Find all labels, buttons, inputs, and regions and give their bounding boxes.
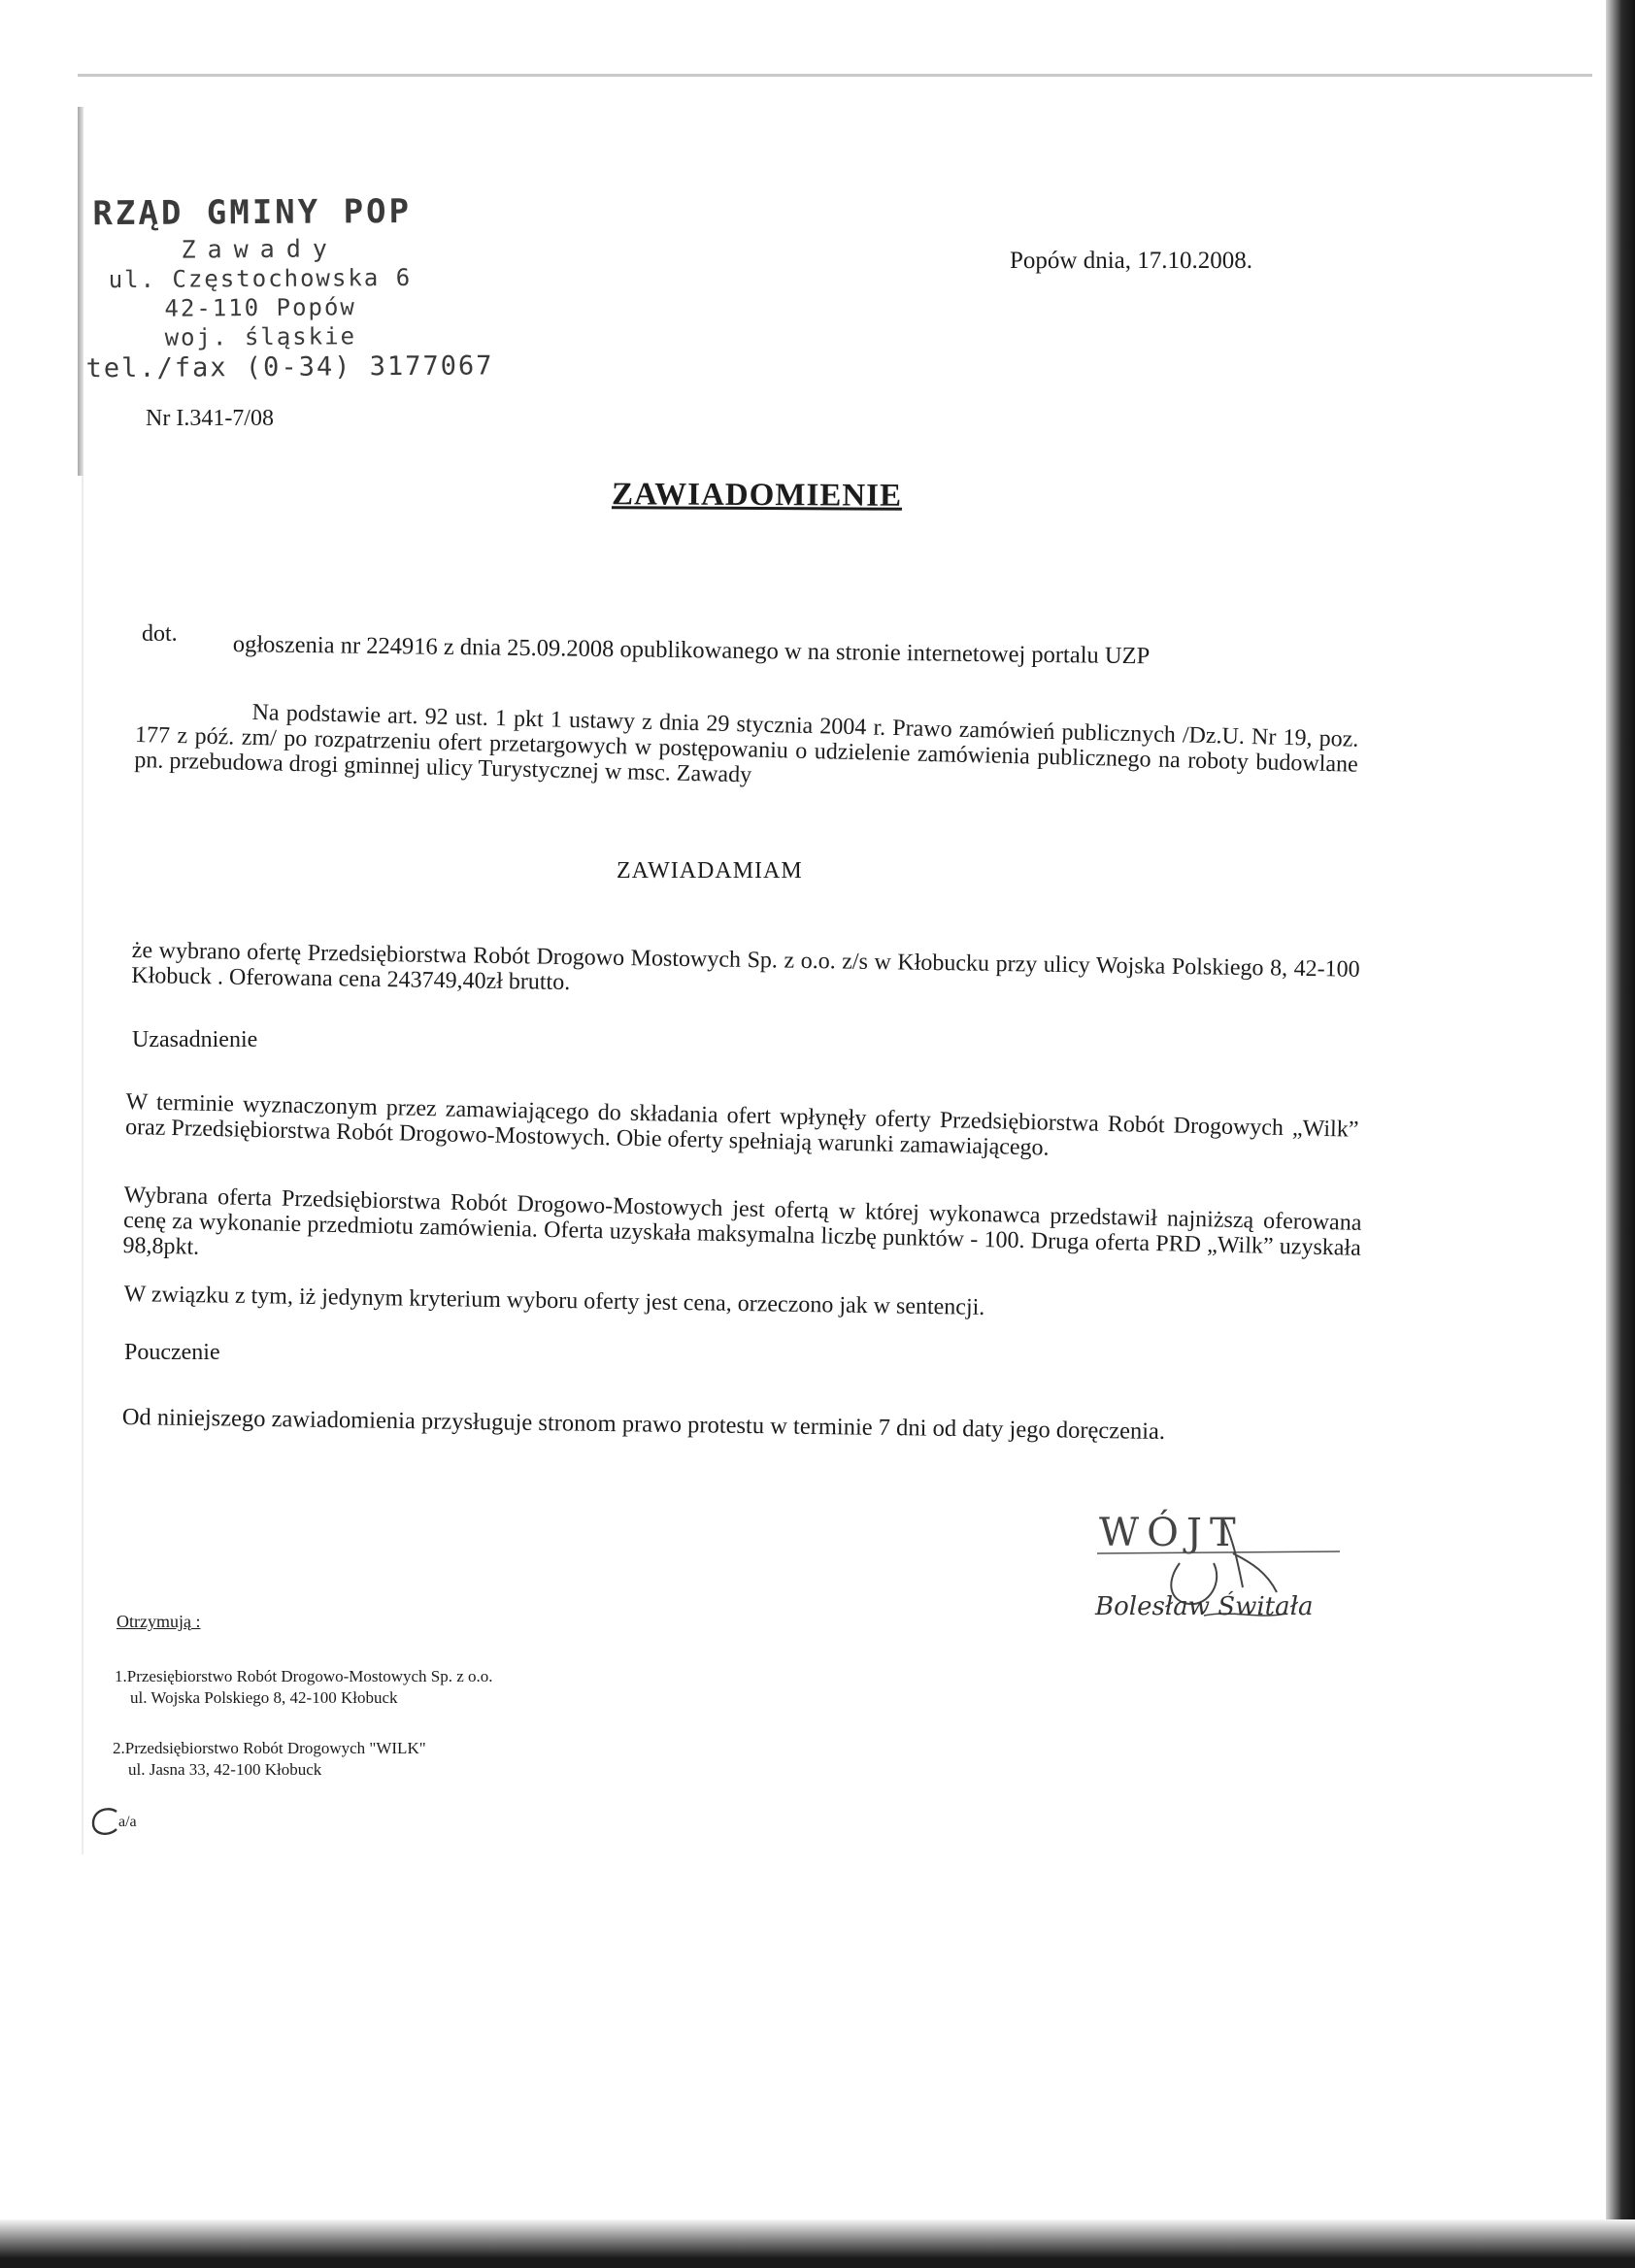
document-title: ZAWIADOMIENIE — [611, 477, 903, 514]
signature-wojt-title: WÓJT — [1099, 1511, 1244, 1555]
stamp-line-postcode: 42-110 Popów — [164, 293, 356, 322]
stamp-line-phone: tel./fax (0-34) 3177067 — [85, 350, 494, 384]
page-left-shadow — [78, 107, 83, 476]
justification-label: Uzasadnienie — [132, 1027, 258, 1052]
stamp-line-street: ul. Częstochowska 6 — [108, 263, 413, 293]
stamp-line-office: RZĄD GMINY POP — [92, 191, 413, 234]
decision-paragraph: że wybrano ofertę Przedsiębiorstwa Robót Drogowo Mostowych Sp. z o.o. z/s w Kłobucku przy ulicy Wojska Polskiego 8, 42-100 Kłobuck . Oferowana cena 243749,40zł brutto. — [131, 938, 1360, 996]
justification-paragraph-2: Wybrana oferta Przedsiębiorstwa Robót Drogowo-Mostowych jest ofertą w której wykonawca przedstawił najniższą oferowana cenę za wykonanie przedmiotu zamówienia. Oferta uzyskała maksymalna liczbę punktów - 100. Druga oferta PRD „Wilk” uzyskała 98,8pkt. — [122, 1183, 1362, 1261]
recipient-1-name: 1.Przesiębiorstwo Robót Drogowo-Mostowych Sp. z o.o. — [115, 1667, 493, 1685]
archive-mark: a/a — [118, 1814, 137, 1830]
reference-number: Nr I.341-7/08 — [146, 406, 274, 431]
recipients-label: Otrzymują : — [117, 1612, 201, 1631]
recipient-2-name: 2.Przedsiębiorstwo Robót Drogowych "WILK" — [113, 1739, 426, 1757]
page-top-edge — [78, 74, 1592, 77]
scan-shadow-bottom — [0, 2219, 1635, 2268]
stamp-line-voivodeship: woj. śląskie — [164, 322, 357, 351]
subject-label: dot. — [142, 621, 178, 647]
stamp-line-village: Zawady — [181, 233, 339, 264]
legal-basis-paragraph: Na podstawie art. 92 ust. 1 pkt 1 ustawy z dnia 29 stycznia 2004 r. Prawo zamówień publicznych /Dz.U. Nr 19, poz. 177 z póź. zm/ po rozpatrzeniu ofert przetargowych w postępowaniu o udzielenie zamówienia publicznego na roboty budowlane pn. przebudowa drogi gminnej ulicy Turystycznej w msc. Zawady — [134, 699, 1359, 788]
announcement-heading: ZAWIADAMIAM — [617, 858, 803, 884]
signatory-name: Bolesław Świtała — [1095, 1592, 1314, 1621]
scan-shadow-right — [1606, 0, 1635, 2268]
justification-paragraph-1: W terminie wyznaczonym przez zamawiającego do składania ofert wpłynęły oferty Przedsiębiorstwa Robót Drogowych „Wilk” oraz Przedsiębiorstwa Robót Drogowo-Mostowych. Obie oferty spełniają warunki zamawiającego. — [124, 1089, 1359, 1161]
subject-text: ogłoszenia nr 224916 z dnia 25.09.2008 opublikowanego w na stronie internetowej portalu UZP — [232, 631, 1151, 670]
instruction-label: Pouczenie — [124, 1340, 220, 1365]
recipient-2-address: ul. Jasna 33, 42-100 Kłobuck — [128, 1760, 322, 1779]
office-stamp — [84, 191, 494, 385]
justification-paragraph-3: W związku z tym, iż jedynym kryterium wyboru oferty jest cena, orzeczono jak w sentencji. — [123, 1282, 985, 1320]
instruction-paragraph: Od niniejszego zawiadomienia przysługuje stronom prawo protestu w terminie 7 dni od daty jego doręczenia. — [121, 1404, 1166, 1445]
recipient-1-address: ul. Wojska Polskiego 8, 42-100 Kłobuck — [130, 1688, 398, 1707]
document-date: Popów dnia, 17.10.2008. — [1010, 248, 1252, 274]
